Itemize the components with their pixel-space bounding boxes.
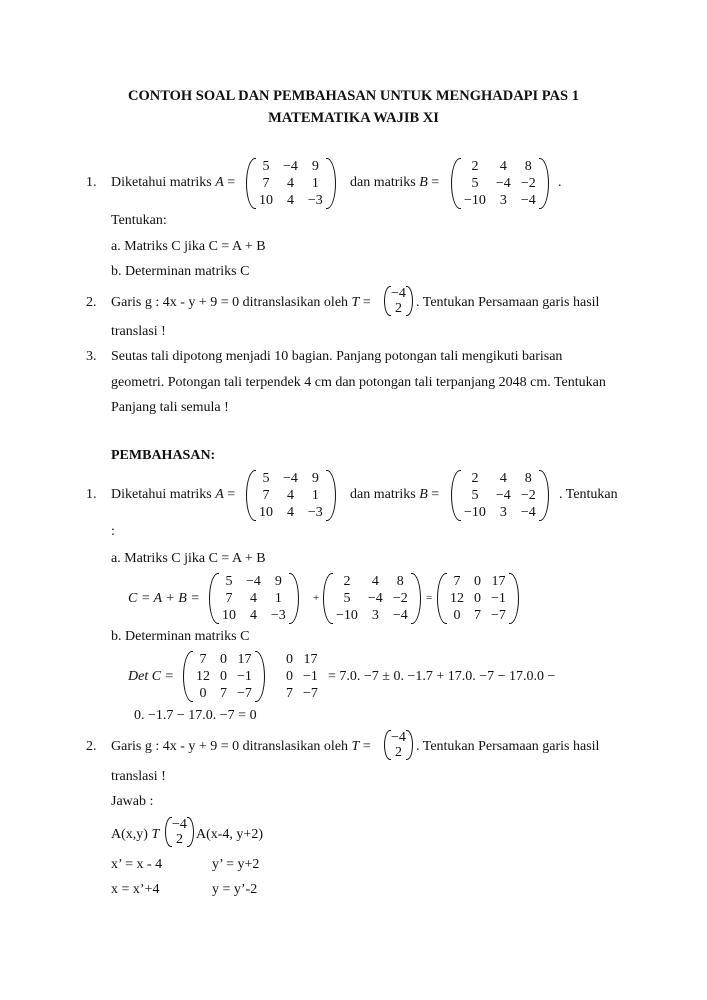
a1-det-label: Det C =: [128, 669, 174, 684]
a1-sub-a: a. Matriks C jika C = A + B: [111, 551, 266, 566]
vector-cell: −4: [391, 730, 406, 745]
q3-line1: Seutas tali dipotong menjadi 10 bagian. Panjang potongan tali mengikuti barisan: [111, 349, 563, 364]
bracket-left: [246, 158, 256, 209]
matrix-cell: −2: [392, 591, 408, 606]
matrix-cell: 4: [499, 159, 507, 174]
matrix-cell: 1: [311, 488, 319, 503]
matrix-cell: 7: [225, 591, 233, 606]
bracket-right: [539, 158, 549, 209]
q2-number: 2.: [86, 295, 97, 310]
q1-matrix-a: [246, 158, 336, 209]
matrix-cell: 12: [450, 591, 464, 606]
matrix-cell: 10: [259, 505, 273, 520]
matrix-cell: −4: [367, 591, 383, 606]
a2-map-right: A(x-4, y+2): [196, 827, 263, 842]
q1-text: Diketahui matriks A =: [111, 175, 236, 190]
vector-cell: 2: [175, 832, 183, 847]
q3-line3: Panjang tali semula !: [111, 400, 229, 415]
matrix-cell: 7: [262, 488, 270, 503]
matrix-cell: 17: [303, 652, 318, 667]
matrix-cell: −3: [307, 193, 323, 208]
matrix-cell: 2: [471, 159, 479, 174]
matrix-cell: 5: [471, 176, 479, 191]
bracket-left: [165, 817, 172, 847]
matrix-cell: 4: [249, 608, 257, 623]
bracket-left: [246, 470, 256, 521]
matrix-cell: 7: [220, 686, 227, 701]
matrix-cell: 3: [371, 608, 379, 623]
a1-det-expansion: = 7.0. −7 ± 0. −1.7 + 17.0. −7 − 17.0.0 −: [328, 669, 556, 684]
q2-text-after: . Tentukan Persamaan garis hasil: [416, 295, 600, 310]
a1-det-extra-columns: [273, 651, 331, 702]
matrix-cell: −2: [520, 488, 536, 503]
a1-sum-matrix-b: [323, 573, 421, 624]
matrix-cell: 7: [474, 608, 481, 623]
q1-number: 1.: [86, 175, 97, 190]
q2-text: Garis g : 4x - y + 9 = 0 ditranslasikan oleh T =: [111, 295, 371, 310]
a2-y-eq: y = y’-2: [212, 882, 258, 897]
matrix-cell: 0: [220, 652, 227, 667]
bracket-right: [509, 573, 519, 624]
a1-det-line2: 0. −1.7 − 17.0. −7 = 0: [134, 708, 257, 723]
bracket-left: [437, 573, 447, 624]
a2-map-vector: [165, 817, 194, 847]
matrix-cell: 17: [237, 652, 252, 667]
a1-c-eq: C = A + B =: [128, 591, 200, 606]
matrix-cell: 0: [474, 591, 481, 606]
vector-cell: 2: [394, 745, 402, 760]
a2-vector-t: [384, 730, 413, 760]
matrix-cell: −4: [392, 608, 408, 623]
bracket-right: [406, 286, 413, 316]
matrix-cell: −10: [336, 608, 358, 623]
matrix-cell: 0: [220, 669, 227, 684]
a1-matrix-b: [451, 470, 549, 521]
q3-line2: geometri. Potongan tali terpendek 4 cm dan potongan tali terpanjang 2048 cm. Tentukan: [111, 375, 606, 390]
a1-number: 1.: [86, 487, 97, 502]
bracket-right: [255, 651, 265, 702]
matrix-cell: −3: [270, 608, 286, 623]
a2-line2: translasi !: [111, 769, 166, 784]
matrix-cell: 2: [343, 574, 351, 589]
matrix-cell: 9: [274, 574, 282, 589]
bracket-right: [539, 470, 549, 521]
matrix-cell: 7: [262, 176, 270, 191]
bracket-right: [326, 158, 336, 209]
matrix-cell: 3: [499, 505, 507, 520]
a1-colon: :: [111, 524, 115, 539]
matrix-cell: 4: [286, 193, 294, 208]
matrix-cell: 7: [286, 686, 293, 701]
matrix-cell: 0: [453, 608, 461, 623]
matrix-cell: −4: [246, 574, 261, 589]
q1-sub-a: a. Matriks C jika C = A + B: [111, 239, 266, 254]
matrix-cell: 4: [286, 488, 294, 503]
matrix-cell: 3: [499, 193, 507, 208]
vector-cell: 2: [394, 301, 402, 316]
q1-matrix-b: [451, 158, 549, 209]
matrix-cell: −10: [464, 193, 486, 208]
bracket-left: [183, 651, 193, 702]
matrix-cell: 9: [311, 159, 319, 174]
matrix-cell: −4: [283, 471, 298, 486]
page-subtitle: MATEMATIKA WAJIB XI: [268, 110, 439, 126]
matrix-cell: −4: [520, 505, 536, 520]
matrix-cell: 4: [371, 574, 379, 589]
a2-x-prime: x’ = x - 4: [111, 857, 163, 872]
bracket-left: [323, 573, 333, 624]
matrix-cell: −7: [237, 686, 252, 701]
matrix-cell: 1: [311, 176, 319, 191]
matrix-cell: 0: [199, 686, 207, 701]
bracket-right: [187, 817, 194, 847]
matrix-cell: 0: [286, 669, 293, 684]
matrix-cell: 10: [259, 193, 273, 208]
a2-x-eq: x = x’+4: [111, 882, 160, 897]
a1-equals: =: [426, 592, 433, 604]
q1-sub-b: b. Determinan matriks C: [111, 264, 250, 279]
matrix-cell: −7: [303, 686, 318, 701]
bracket-right: [289, 573, 299, 624]
matrix-cell: −1: [491, 591, 506, 606]
matrix-cell: 8: [396, 574, 404, 589]
matrix-cell: 9: [311, 471, 319, 486]
matrix-cell: 12: [196, 669, 210, 684]
matrix-cell: 7: [453, 574, 461, 589]
q1-tentukan: Tentukan:: [111, 213, 167, 228]
a2-text: Garis g : 4x - y + 9 = 0 ditranslasikan oleh T =: [111, 739, 371, 754]
vector-cell: −4: [172, 817, 187, 832]
matrix-cell: 4: [249, 591, 257, 606]
matrix-cell: 5: [262, 159, 270, 174]
matrix-cell: 4: [286, 505, 294, 520]
a1-det-matrix-c: [183, 651, 265, 702]
q1-end-dot: .: [558, 175, 562, 190]
a1-text: Diketahui matriks A =: [111, 487, 236, 502]
matrix-cell: −4: [495, 488, 511, 503]
bracket-left: [384, 286, 391, 316]
pembahasan-heading: PEMBAHASAN:: [111, 448, 216, 463]
matrix-cell: 5: [225, 574, 233, 589]
page-title: CONTOH SOAL DAN PEMBAHASAN UNTUK MENGHADAPI PAS 1: [127, 88, 579, 104]
a2-number: 2.: [86, 739, 97, 754]
vector-cell: −4: [391, 286, 406, 301]
matrix-cell: 17: [491, 574, 506, 589]
a1-plus: +: [313, 592, 320, 604]
matrix-cell: 0: [286, 652, 293, 667]
a2-jawab: Jawab :: [111, 794, 154, 809]
matrix-cell: 7: [199, 652, 207, 667]
bracket-right: [326, 470, 336, 521]
bracket-left: [384, 730, 391, 760]
a2-text-after: . Tentukan Persamaan garis hasil: [416, 739, 600, 754]
a2-y-prime: y’ = y+2: [212, 857, 260, 872]
a1-text-and: dan matriks B =: [350, 487, 440, 502]
a1-text-after-b: . Tentukan: [559, 487, 618, 502]
a1-sub-b: b. Determinan matriks C: [111, 629, 250, 644]
matrix-cell: −1: [237, 669, 252, 684]
q2-vector-t: [384, 286, 413, 316]
matrix-cell: 5: [262, 471, 270, 486]
matrix-cell: −3: [307, 505, 323, 520]
matrix-cell: −7: [491, 608, 506, 623]
matrix-cell: 8: [524, 159, 532, 174]
bracket-left: [451, 158, 461, 209]
a1-matrix-c: [437, 573, 519, 624]
matrix-cell: −4: [283, 159, 298, 174]
matrix-cell: −2: [520, 176, 536, 191]
matrix-cell: 5: [343, 591, 351, 606]
q2-line2: translasi !: [111, 324, 166, 339]
q3-number: 3.: [86, 349, 97, 364]
matrix-cell: 10: [222, 608, 236, 623]
matrix-cell: −4: [495, 176, 511, 191]
q1-text-and: dan matriks B =: [350, 175, 440, 190]
a2-map: A(x,y) T: [111, 827, 160, 842]
bracket-right: [411, 573, 421, 624]
matrix-cell: 4: [286, 176, 294, 191]
matrix-cell: 2: [471, 471, 479, 486]
a1-sum-matrix-a: [209, 573, 299, 624]
bracket-right: [406, 730, 413, 760]
bracket-left: [451, 470, 461, 521]
matrix-cell: 0: [474, 574, 481, 589]
matrix-cell: −10: [464, 505, 486, 520]
matrix-cell: 1: [274, 591, 282, 606]
matrix-cell: 5: [471, 488, 479, 503]
bracket-left: [209, 573, 219, 624]
matrix-cell: 8: [524, 471, 532, 486]
matrix-cell: −1: [303, 669, 318, 684]
matrix-cell: −4: [520, 193, 536, 208]
matrix-cell: 4: [499, 471, 507, 486]
a1-matrix-a: [246, 470, 336, 521]
